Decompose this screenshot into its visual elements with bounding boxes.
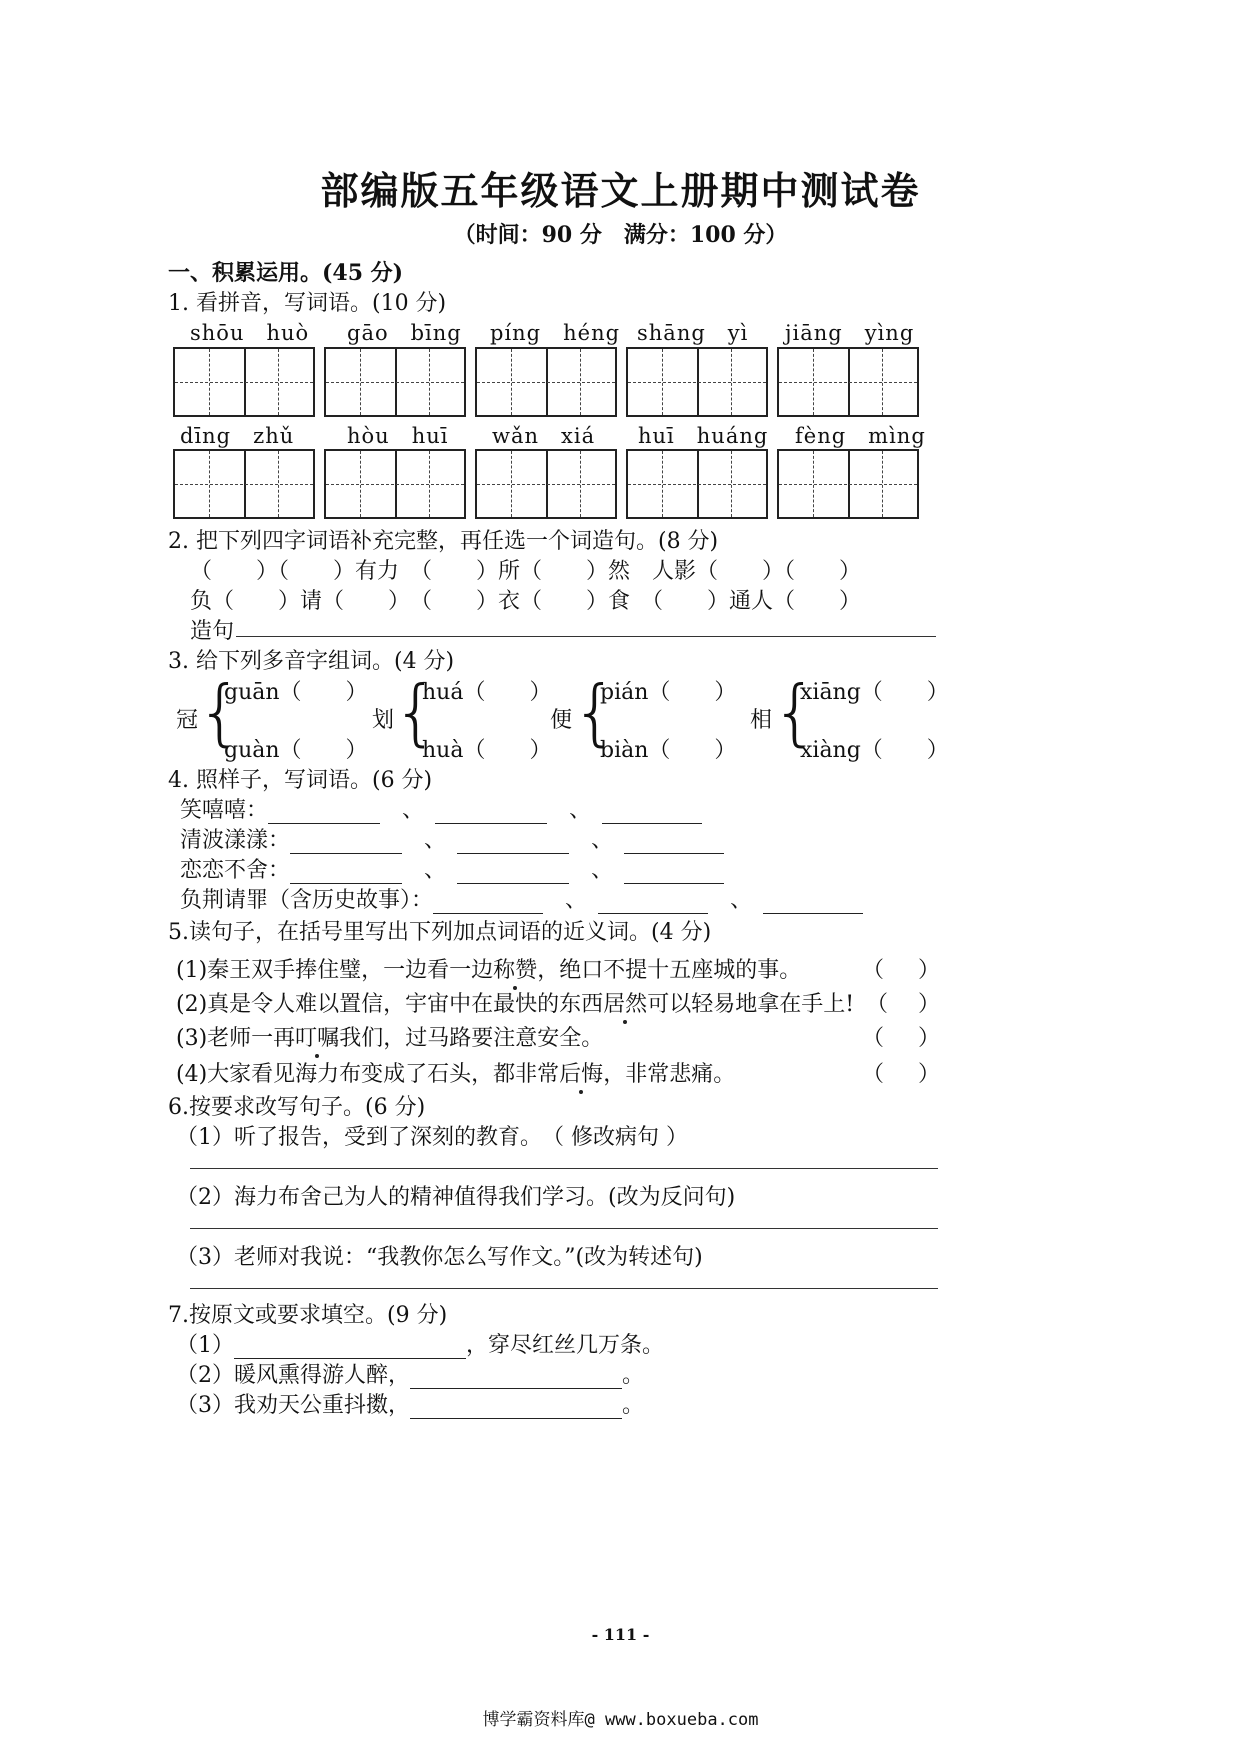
answer-blank[interactable] [290,833,402,854]
tianzige-box[interactable] [324,449,466,519]
answer-paren-open: （ [862,1062,885,1087]
q4-label: 4. 照样子，写词语。(6 分) [168,768,433,793]
dotted-word: 称赞 [493,958,538,983]
separator: 、 [730,888,742,913]
q4-example: 负荆请罪（含历史故事）： [180,888,434,913]
answer-blank[interactable] [290,863,402,884]
q2-sentence-label: 造句 [190,619,235,644]
answer-blank[interactable] [435,803,547,824]
q5-sentence: (3)老师一再叮嘱我们，过马路要注意安全。 [176,1026,604,1051]
answer-paren-open: （ [866,992,889,1017]
polyphone-reading: huá（ ） [422,680,552,705]
polyphone-reading: guān（ ） [224,680,368,705]
q6-label: 6.按要求改写句子。(6 分) [168,1095,426,1120]
tianzige-box[interactable] [475,347,617,417]
q2-idiom-line: 负（ ）请（ ） （ ）衣（ ）食 （ ）通人（ ） [190,589,862,614]
polyphone-reading: biàn（ ） [600,738,737,763]
separator: 、 [565,888,577,913]
separator: 、 [402,798,414,823]
tianzige-box[interactable] [475,449,617,519]
brace-icon: { [393,670,439,754]
q7-item: （2）暖风熏得游人醉， 。 [176,1363,645,1388]
polyphone-char: 便 [550,708,573,733]
answer-blank[interactable] [433,893,543,914]
brace-icon: { [572,670,618,754]
answer-line[interactable] [190,1228,938,1229]
polyphone-reading: xiàng（ ） [800,738,949,763]
q5-sentence: (1)秦王双手捧住璧，一边看一边称赞，绝口不提十五座城的事。 [176,958,802,983]
answer-blank[interactable] [624,833,724,854]
tianzige-box[interactable] [777,347,919,417]
q4-item [180,793,702,824]
separator: 、 [424,828,436,853]
q7-item: （3）我劝天公重抖擞， 。 [176,1393,645,1418]
answer-blank[interactable] [410,1398,622,1419]
polyphone-char: 相 [750,708,773,733]
q3-label: 3. 给下列多音字组词。(4 分) [168,649,455,674]
answer-paren-close: ） [918,1062,941,1087]
pinyin: shōu huò [190,321,310,345]
section-heading: 一、积累运用。(45 分) [168,260,404,286]
brace-icon: { [197,670,243,754]
pinyin: dīng zhǔ [180,424,295,448]
tianzige-box[interactable] [173,347,315,417]
q4-example: 清波漾漾： [180,828,291,853]
q2-label: 2. 把下列四字词语补充完整，再任选一个词造句。(8 分) [168,529,719,554]
source-watermark: 博学霸资料库@ www.boxueba.com [482,1710,759,1730]
q4-item [180,853,724,884]
brace-icon: { [772,670,818,754]
pinyin: hòu huī [347,424,449,448]
answer-blank[interactable] [234,1338,466,1359]
q2-idiom-line: （ ）（ ）有力 （ ）所（ ）然 人影（ ）（ ） [190,559,862,584]
tianzige-box[interactable] [626,347,768,417]
answer-blank[interactable] [598,893,708,914]
polyphone-reading: huà（ ） [422,738,552,763]
q5-sentence: (4)大家看见海力布变成了石头，都非常后悔，非常悲痛。 [176,1062,736,1087]
page-title: 部编版五年级语文上册期中测试卷 [320,168,921,213]
polyphone-reading: xiāng（ ） [800,680,949,705]
answer-paren-close: ） [918,958,941,983]
tianzige-box[interactable] [626,449,768,519]
answer-paren-close: ） [918,1026,941,1051]
answer-line[interactable] [236,636,936,637]
exam-info: （时间：90 分 满分：100 分） [453,222,788,248]
answer-blank[interactable] [763,893,863,914]
answer-paren-close: ） [918,992,941,1017]
polyphone-char: 划 [372,708,395,733]
q4-example: 恋恋不舍： [180,858,291,883]
separator: 、 [424,858,436,883]
q4-item [180,823,724,854]
separator: 、 [591,828,603,853]
answer-blank[interactable] [602,803,702,824]
pinyin: gāo bīng [347,321,462,345]
dotted-word: 居然 [603,992,648,1017]
q6-item: （3）老师对我说：“我教你怎么写作文。”(改为转述句) [176,1245,703,1270]
answer-blank[interactable] [268,803,380,824]
q5-label: 5.读句子，在括号里写出下列加点词语的近义词。(4 分) [168,920,712,945]
pinyin: píng héng [490,321,621,345]
dotted-word: 后悔 [559,1062,604,1087]
q7-label: 7.按原文或要求填空。(9 分) [168,1303,448,1328]
q7-item: （1） ，穿尽红丝几万条。 [176,1333,665,1358]
separator: 、 [569,798,581,823]
pinyin: fèng mìng [795,424,926,448]
q5-sentence: (2)真是令人难以置信，宇宙中在最快的东西居然可以轻易地拿在手上! [176,992,855,1017]
dotted-word: 叮嘱 [295,1026,340,1051]
q6-item: （2）海力布舍己为人的精神值得我们学习。(改为反问句) [176,1185,736,1210]
answer-line[interactable] [190,1168,938,1169]
q4-item [180,883,863,914]
answer-blank[interactable] [457,863,569,884]
pinyin: shāng yì [637,321,749,345]
separator: 、 [591,858,603,883]
polyphone-reading: guàn（ ） [224,738,368,763]
page-number: - 111 - [591,1625,650,1644]
pinyin: jiāng yìng [785,321,915,345]
tianzige-box[interactable] [777,449,919,519]
answer-paren-open: （ [862,1026,885,1051]
q4-example: 笑嘻嘻： [180,798,269,823]
answer-line[interactable] [190,1288,938,1289]
q6-item: （1）听了报告，受到了深刻的教育。 （ 修改病句 ） [176,1125,688,1150]
tianzige-box[interactable] [324,347,466,417]
answer-paren-open: （ [862,958,885,983]
answer-blank[interactable] [410,1368,622,1389]
answer-blank[interactable] [624,863,724,884]
tianzige-box[interactable] [173,449,315,519]
q1-label: 1. 看拼音，写词语。(10 分) [168,291,447,316]
polyphone-char: 冠 [176,708,199,733]
polyphone-reading: pián（ ） [600,680,737,705]
answer-blank[interactable] [457,833,569,854]
pinyin: huī huáng [638,424,769,448]
pinyin: wǎn xiá [492,424,596,448]
